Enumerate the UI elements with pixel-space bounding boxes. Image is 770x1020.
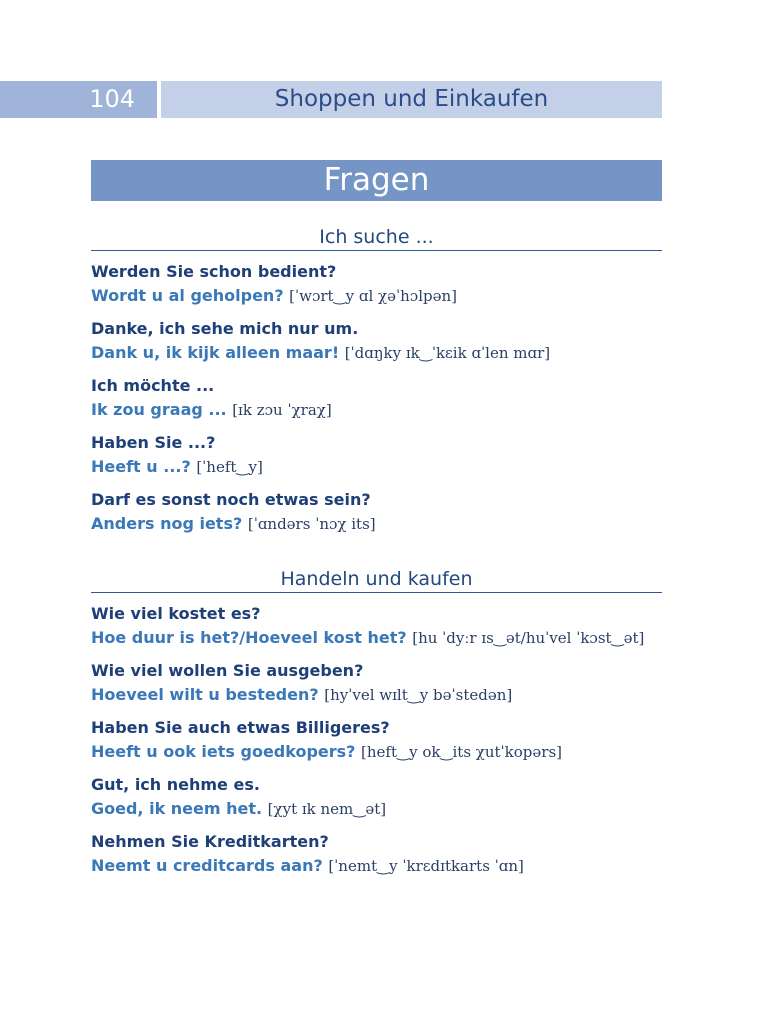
dutch-phrase: Heeft u ook iets goedkopers? xyxy=(91,742,356,761)
dutch-phrase: Dank u, ik kijk alleen maar! xyxy=(91,343,340,362)
german-phrase: Werden Sie schon bedient? xyxy=(91,262,337,281)
dutch-phrase: Ik zou graag ... xyxy=(91,400,227,419)
german-phrase: Haben Sie ...? xyxy=(91,433,216,452)
german-phrase: Nehmen Sie Kreditkarten? xyxy=(91,832,329,851)
dutch-phrase-line xyxy=(91,854,662,878)
phrase-entry xyxy=(91,716,662,764)
chapter-title: Shoppen und Einkaufen xyxy=(161,81,662,118)
pronunciation: [ˈheft‿y] xyxy=(196,458,263,476)
phrase-entry xyxy=(91,773,662,821)
dutch-phrase-line xyxy=(91,797,662,821)
dutch-phrase-line xyxy=(91,512,662,536)
german-phrase: Wie viel kostet es? xyxy=(91,604,261,623)
dutch-phrase: Anders nog iets? xyxy=(91,514,243,533)
dutch-phrase: Goed, ik neem het. xyxy=(91,799,263,818)
dutch-phrase-line xyxy=(91,455,662,479)
dutch-phrase-line xyxy=(91,398,662,422)
pronunciation: [hyˈvel wɪlt‿y bəˈstedən] xyxy=(324,686,513,704)
phrase-entry xyxy=(91,659,662,707)
german-phrase: Wie viel wollen Sie ausgeben? xyxy=(91,661,364,680)
phrase-entry xyxy=(91,431,662,479)
dutch-phrase: Hoe duur is het?/Hoeveel kost het? xyxy=(91,628,407,647)
pronunciation: [ɪk zɔu ˈχraχ] xyxy=(232,401,332,419)
pronunciation: [χyt ɪk nem‿ət] xyxy=(267,800,387,818)
dutch-phrase: Wordt u al geholpen? xyxy=(91,286,284,305)
dutch-phrase-line xyxy=(91,740,662,764)
dutch-phrase: Hoeveel wilt u besteden? xyxy=(91,685,319,704)
section-ich-suche xyxy=(91,222,662,536)
section-handeln-und-kaufen xyxy=(91,564,662,878)
german-phrase: Darf es sonst noch etwas sein? xyxy=(91,490,371,509)
phrase-entry xyxy=(91,374,662,422)
dutch-phrase-line xyxy=(91,683,662,707)
section-title: Handeln und kaufen xyxy=(91,564,662,593)
phrase-entry xyxy=(91,488,662,536)
phrase-entry xyxy=(91,602,662,650)
page-number: 104 xyxy=(0,81,157,118)
dutch-phrase-line xyxy=(91,284,662,308)
pronunciation: [ˈɑndərs ˈnɔχ its] xyxy=(247,515,376,533)
phrase-content xyxy=(91,222,662,878)
pronunciation: [heft‿y ok‿its χutˈkopərs] xyxy=(361,743,563,761)
dutch-phrase: Heeft u ...? xyxy=(91,457,191,476)
dutch-phrase-line xyxy=(91,341,662,365)
german-phrase: Danke, ich sehe mich nur um. xyxy=(91,319,359,338)
pronunciation: [ˈnemt‿y ˈkrɛdɪtkarts ˈɑn] xyxy=(328,857,524,875)
pronunciation: [ˈwɔrt‿y ɑl χəˈhɔlpən] xyxy=(289,287,457,305)
section-banner: Fragen xyxy=(91,160,662,201)
dutch-phrase-line xyxy=(91,626,662,650)
german-phrase: Ich möchte ... xyxy=(91,376,215,395)
phrase-entry xyxy=(91,830,662,878)
dutch-phrase: Neemt u creditcards aan? xyxy=(91,856,323,875)
pronunciation: [ˈdɑŋky ɪk‿ˈkɛik ɑˈlen mɑr] xyxy=(344,344,551,362)
german-phrase: Haben Sie auch etwas Billigeres? xyxy=(91,718,390,737)
pronunciation: [hu ˈdyːr ɪs‿ət/huˈvel ˈkɔst‿ət] xyxy=(412,629,645,647)
german-phrase: Gut, ich nehme es. xyxy=(91,775,260,794)
section-title: Ich suche ... xyxy=(91,222,662,251)
phrase-entry xyxy=(91,317,662,365)
phrase-entry xyxy=(91,260,662,308)
